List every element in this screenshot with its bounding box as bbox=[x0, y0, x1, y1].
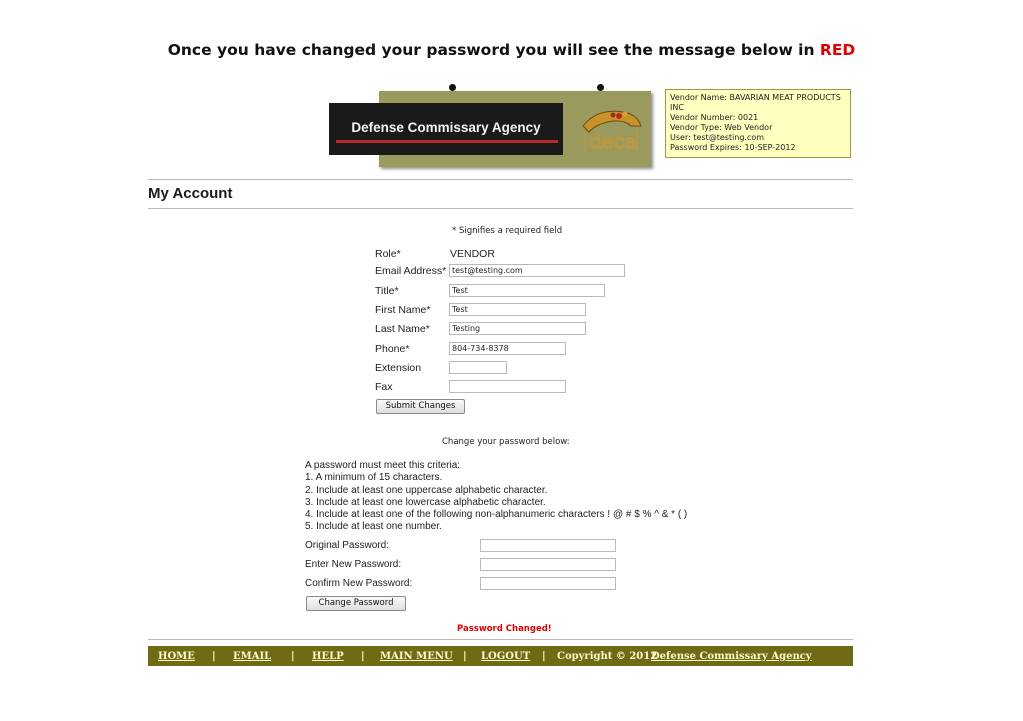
footer-link-main-menu[interactable]: MAIN MENU bbox=[380, 651, 453, 662]
extension-label: Extension bbox=[375, 362, 422, 374]
footer-separator: | bbox=[291, 651, 295, 662]
divider bbox=[148, 179, 853, 180]
email-label: Email Address* bbox=[375, 265, 447, 277]
deca-logo-icon bbox=[579, 104, 645, 158]
footer-link-home[interactable]: HOME bbox=[158, 651, 195, 662]
title-underline bbox=[336, 140, 558, 143]
criteria-title: A password must meet this criteria: bbox=[305, 460, 461, 471]
footer-separator: | bbox=[542, 651, 546, 662]
footer-separator: | bbox=[212, 651, 216, 662]
footer-link-help[interactable]: HELP bbox=[312, 651, 344, 662]
confirm-password-field[interactable] bbox=[480, 577, 616, 590]
required-note: * Signifies a required field bbox=[452, 226, 563, 236]
submit-changes-button[interactable]: Submit Changes bbox=[376, 399, 465, 414]
vendor-number: Vendor Number: 0021 bbox=[670, 113, 759, 122]
vendor-name: Vendor Name: BAVARIAN MEAT PRODUCTS bbox=[670, 93, 841, 102]
original-password-label: Original Password: bbox=[305, 540, 389, 551]
first-name-label: First Name* bbox=[375, 304, 431, 316]
password-expires: Password Expires: 10-SEP-2012 bbox=[670, 143, 796, 152]
role-value: VENDOR bbox=[450, 248, 495, 260]
footer-separator: | bbox=[463, 651, 467, 662]
title-field[interactable]: Test bbox=[449, 284, 605, 297]
pushpin-icon bbox=[597, 84, 604, 91]
fax-label: Fax bbox=[375, 381, 393, 393]
fax-field[interactable] bbox=[449, 380, 566, 393]
vendor-info-box bbox=[665, 89, 851, 158]
footer-separator: | bbox=[361, 651, 365, 662]
heading-red-word: RED bbox=[819, 41, 856, 59]
pushpin-icon bbox=[449, 84, 456, 91]
vendor-name-cont: INC bbox=[670, 103, 684, 112]
footer-link-agency[interactable]: Defense Commissary Agency bbox=[651, 651, 812, 662]
heading-text: Once you have changed your password you will see the message below in bbox=[167, 41, 820, 59]
footer-copyright: Copyright © 2012 bbox=[557, 651, 658, 662]
confirm-password-label: Confirm New Password: bbox=[305, 578, 413, 589]
page-title: My Account bbox=[148, 185, 233, 202]
footer-link-logout[interactable]: LOGOUT bbox=[481, 651, 531, 662]
svg-text:deca: deca bbox=[589, 129, 637, 153]
vendor-user: User: test@testing.com bbox=[670, 133, 765, 142]
title-label: Title* bbox=[375, 285, 399, 297]
status-message: Password Changed! bbox=[457, 624, 552, 634]
vendor-type: Vendor Type: Web Vendor bbox=[670, 123, 773, 132]
extension-field[interactable] bbox=[449, 361, 507, 374]
change-password-intro: Change your password below: bbox=[442, 437, 570, 447]
last-name-label: Last Name* bbox=[375, 323, 430, 335]
divider bbox=[148, 208, 853, 209]
change-password-button[interactable]: Change Password bbox=[306, 596, 406, 611]
footer-link-email[interactable]: EMAIL bbox=[233, 651, 272, 662]
instruction-heading bbox=[0, 41, 1023, 59]
role-label: Role* bbox=[375, 248, 401, 260]
first-name-field[interactable]: Test bbox=[449, 303, 586, 316]
criteria-item: 5. Include at least one number. bbox=[305, 521, 442, 533]
agency-title: Defense Commissary Agency bbox=[351, 120, 541, 135]
email-field[interactable]: test@testing.com bbox=[449, 264, 625, 277]
phone-label: Phone* bbox=[375, 343, 410, 355]
criteria-item: 3. Include at least one lowercase alphabetic character. bbox=[305, 496, 546, 508]
original-password-field[interactable] bbox=[480, 539, 616, 552]
criteria-item: 4. Include at least one of the following non-alphanumeric characters ! @ # $ % ^ & * ( ) bbox=[305, 509, 688, 521]
password-criteria bbox=[305, 460, 687, 534]
divider bbox=[148, 639, 853, 640]
criteria-item: 2. Include at least one uppercase alphabetic character. bbox=[305, 484, 548, 496]
criteria-item: 1. A minimum of 15 characters. bbox=[305, 472, 443, 484]
last-name-field[interactable]: Testing bbox=[449, 322, 586, 335]
new-password-label: Enter New Password: bbox=[305, 559, 402, 570]
phone-field[interactable]: 804-734-8378 bbox=[449, 342, 566, 355]
new-password-field[interactable] bbox=[480, 558, 616, 571]
